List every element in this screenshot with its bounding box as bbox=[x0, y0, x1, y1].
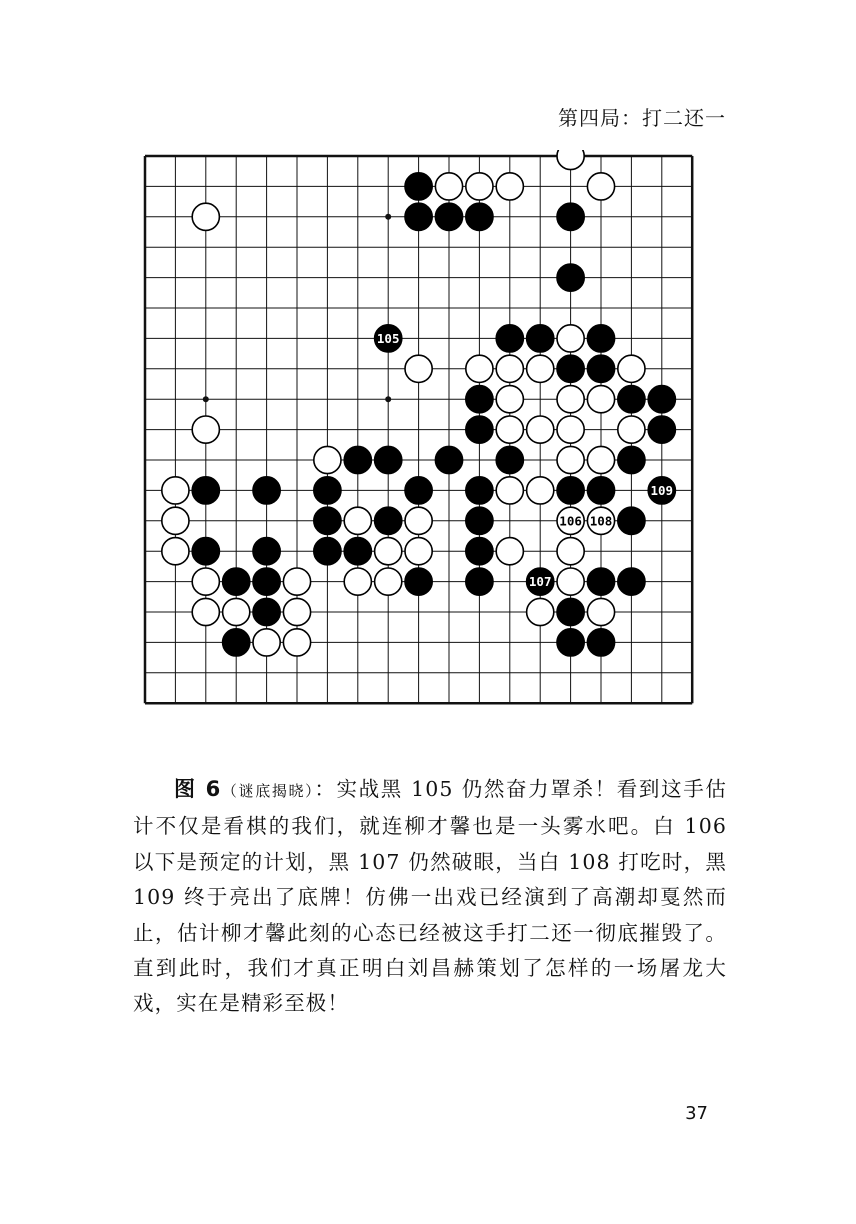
white-stone bbox=[162, 538, 189, 565]
black-stone bbox=[405, 568, 432, 595]
white-stone bbox=[496, 386, 523, 413]
white-stone bbox=[192, 203, 219, 230]
white-stone bbox=[496, 477, 523, 504]
go-board-diagram bbox=[140, 150, 704, 710]
black-stone bbox=[496, 325, 523, 352]
star-point bbox=[385, 214, 391, 220]
white-stone bbox=[557, 416, 584, 443]
white-stone bbox=[618, 416, 645, 443]
black-stone bbox=[618, 386, 645, 413]
white-stone bbox=[314, 446, 341, 473]
black-stone bbox=[587, 568, 614, 595]
move-number-label: 105 bbox=[376, 330, 400, 346]
black-stone bbox=[435, 446, 462, 473]
black-stone bbox=[253, 568, 280, 595]
white-stone bbox=[375, 538, 402, 565]
black-stone bbox=[496, 446, 523, 473]
move-number-label: 109 bbox=[650, 482, 674, 498]
black-stone bbox=[557, 264, 584, 291]
white-stone bbox=[587, 598, 614, 625]
white-stone bbox=[375, 568, 402, 595]
black-stone bbox=[314, 538, 341, 565]
black-stone bbox=[557, 203, 584, 230]
black-stone bbox=[405, 173, 432, 200]
black-stone bbox=[435, 203, 462, 230]
black-stone bbox=[253, 598, 280, 625]
white-stone bbox=[253, 629, 280, 656]
black-stone bbox=[466, 386, 493, 413]
white-stone bbox=[527, 477, 554, 504]
white-stone bbox=[496, 538, 523, 565]
white-stone bbox=[405, 507, 432, 534]
black-stone bbox=[314, 477, 341, 504]
white-stone bbox=[527, 416, 554, 443]
white-stone bbox=[587, 386, 614, 413]
move-number-label: 108 bbox=[589, 513, 613, 529]
black-stone bbox=[557, 598, 584, 625]
black-stone bbox=[375, 446, 402, 473]
white-stone bbox=[557, 325, 584, 352]
black-stone bbox=[587, 477, 614, 504]
white-stone bbox=[496, 355, 523, 382]
white-stone bbox=[162, 507, 189, 534]
black-stone bbox=[466, 477, 493, 504]
star-point bbox=[203, 396, 209, 402]
white-stone bbox=[557, 150, 584, 170]
white-stone bbox=[496, 416, 523, 443]
white-stone bbox=[557, 386, 584, 413]
black-stone bbox=[344, 446, 371, 473]
white-stone bbox=[283, 568, 310, 595]
go-board-svg bbox=[140, 150, 704, 710]
black-stone bbox=[527, 325, 554, 352]
black-stone bbox=[466, 507, 493, 534]
black-stone bbox=[557, 355, 584, 382]
black-stone bbox=[192, 538, 219, 565]
black-stone bbox=[557, 629, 584, 656]
figure-label: 图 6 bbox=[174, 777, 222, 801]
star-point bbox=[385, 396, 391, 402]
black-stone bbox=[587, 325, 614, 352]
black-stone bbox=[466, 568, 493, 595]
black-stone bbox=[405, 203, 432, 230]
black-stone bbox=[223, 568, 250, 595]
black-stone bbox=[466, 416, 493, 443]
white-stone bbox=[496, 173, 523, 200]
figure-note: （谜底揭晓） bbox=[221, 782, 315, 800]
white-stone bbox=[405, 538, 432, 565]
white-stone bbox=[618, 355, 645, 382]
white-stone bbox=[527, 355, 554, 382]
white-stone bbox=[192, 416, 219, 443]
move-number-label: 106 bbox=[559, 513, 582, 529]
white-stone bbox=[587, 446, 614, 473]
white-stone bbox=[466, 173, 493, 200]
black-stone bbox=[648, 386, 675, 413]
white-stone bbox=[344, 568, 371, 595]
white-stone bbox=[557, 568, 584, 595]
white-stone bbox=[587, 173, 614, 200]
black-stone bbox=[253, 477, 280, 504]
white-stone bbox=[527, 598, 554, 625]
white-stone bbox=[344, 507, 371, 534]
black-stone bbox=[253, 538, 280, 565]
white-stone bbox=[557, 446, 584, 473]
black-stone bbox=[587, 355, 614, 382]
black-stone bbox=[375, 507, 402, 534]
white-stone bbox=[283, 629, 310, 656]
white-stone bbox=[283, 598, 310, 625]
commentary-paragraph bbox=[133, 772, 727, 1022]
white-stone bbox=[192, 598, 219, 625]
white-stone bbox=[405, 355, 432, 382]
black-stone bbox=[223, 629, 250, 656]
black-stone bbox=[557, 477, 584, 504]
move-number-label: 107 bbox=[528, 574, 552, 590]
black-stone bbox=[344, 538, 371, 565]
white-stone bbox=[557, 538, 584, 565]
black-stone bbox=[405, 477, 432, 504]
black-stone bbox=[618, 568, 645, 595]
page-number: 37 bbox=[685, 1103, 708, 1124]
chapter-title: 第四局：打二还一 bbox=[558, 106, 726, 130]
black-stone bbox=[466, 203, 493, 230]
white-stone bbox=[435, 173, 462, 200]
black-stone bbox=[587, 629, 614, 656]
black-stone bbox=[618, 446, 645, 473]
black-stone bbox=[466, 538, 493, 565]
white-stone bbox=[162, 477, 189, 504]
white-stone bbox=[466, 355, 493, 382]
black-stone bbox=[314, 507, 341, 534]
white-stone bbox=[192, 568, 219, 595]
black-stone bbox=[618, 507, 645, 534]
black-stone bbox=[648, 416, 675, 443]
commentary-text: ：实战黑 105 仍然奋力罩杀！看到这手估计不仅是看棋的我们，就连柳才馨也是一头雾水吧。白 106 以下是预定的计划，黑 107 仍然破眼，当白 108 打吃时，黑 109 终于亮出了底牌！仿佛一出戏已经演到了高潮却戛然而止，估计柳才馨此刻的心态已经被这手打二还一彻底摧毁了。直到此时，我们才真正明白刘昌赫策划了怎样的一场屠龙大戏，实在是精彩至极！ bbox=[133, 777, 727, 1016]
black-stone bbox=[192, 477, 219, 504]
white-stone bbox=[223, 598, 250, 625]
